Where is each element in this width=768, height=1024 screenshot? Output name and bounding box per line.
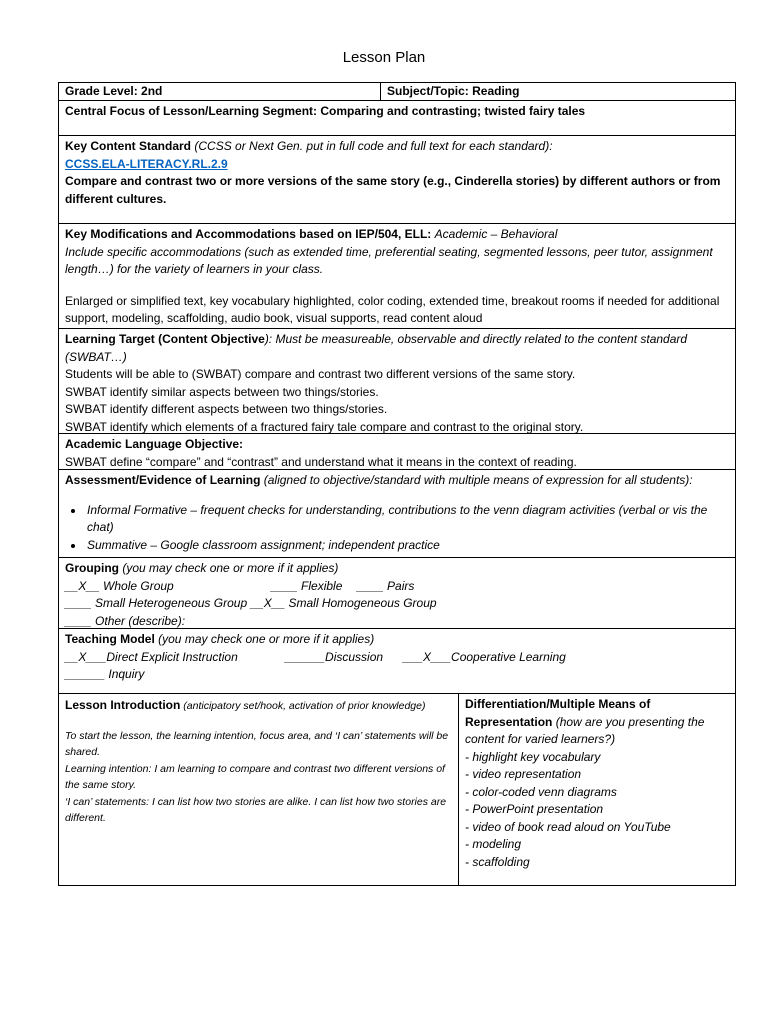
grouping-label: Grouping (65, 561, 119, 575)
learning-target-cell (58, 328, 736, 434)
differentiation-item: - color-coded venn diagrams (465, 784, 617, 799)
lesson-intro-paragraph: ‘I can’ statements: I can list how two stories are alike. I can list how two stories are different. (65, 795, 447, 824)
lesson-intro-paragraph: To start the lesson, the learning intention, focus area, and ‘I can’ statements will be shared. (65, 729, 449, 758)
modifications-types: Academic – Behavioral (434, 227, 558, 241)
content-standard-note: (CCSS or Next Gen. put in full code and full text for each standard): (194, 139, 553, 153)
subject-topic: Subject/Topic: Reading (387, 84, 520, 98)
differentiation-item: - modeling (465, 837, 522, 851)
standard-code-link[interactable]: CCSS.ELA-LITERACY.RL.2.9 (65, 156, 228, 171)
learning-target-item: SWBAT identify which elements of a fractured fairy tale compare and contrast to the original story. (65, 419, 584, 434)
academic-language-label: Academic Language Objective: (65, 437, 244, 451)
modifications-cell (58, 223, 736, 329)
differentiation-item: - scaffolding (465, 854, 530, 869)
learning-target-item: Students will be able to (SWBAT) compare and contrast two different versions of the same story. (65, 367, 576, 381)
modifications-label: Key Modifications and Accommodations based on IEP/504, ELL: (65, 227, 432, 241)
subject-topic-cell (380, 82, 736, 101)
learning-target-item: SWBAT identify similar aspects between two things/stories. (65, 384, 379, 399)
content-standard-label: Key Content Standard (65, 139, 192, 153)
differentiation-item: - video of book read aloud on YouTube (465, 819, 671, 834)
differentiation-item: - PowerPoint presentation (465, 802, 604, 816)
learning-target-note: ): Must be measureable, observable and directly related to the content standard (SWBAT…) (65, 332, 688, 364)
assessment-bullet: • Informal Formative – frequent checks for understanding, contributions to the venn diagram activities (verbal or vis the chat) (85, 502, 729, 537)
assessment-bullet: • Summative – Google classroom assignment; independent practice (85, 537, 729, 555)
teaching-model-direct: __X___Direct Explicit Instruction (65, 649, 238, 664)
teaching-model-discussion: ______Discussion (285, 649, 384, 664)
assessment-list (65, 502, 729, 555)
lesson-intro-cell (58, 693, 459, 886)
differentiation-label: Differentiation/Multiple Means of Representation (465, 697, 651, 729)
modifications-content: Enlarged or simplified text, key vocabulary highlighted, color coding, extended time, breakout rooms if needed for additional support, modeling, scaffolding, audio book, visual supports, read content aloud (65, 293, 720, 325)
teaching-model-note: (you may check one or more if it applies) (158, 632, 375, 646)
assessment-cell (58, 469, 736, 558)
differentiation-item: - video representation (465, 767, 582, 781)
assessment-label: Assessment/Evidence of Learning (65, 473, 261, 487)
grouping-other: ____ Other (describe): (65, 613, 186, 628)
central-focus-cell (58, 100, 736, 136)
standard-text: Compare and contrast two or more versions of the same story (e.g., Cinderella stories) by different authors or from different cultures. (65, 174, 721, 206)
grouping-flexible: ____ Flexible (271, 578, 343, 593)
learning-target-item: SWBAT identify different aspects between two things/stories. (65, 402, 388, 416)
modifications-instructions: Include specific accommodations (such as extended time, preferential seating, segmented lessons, peer tutor, assignment length…) for the variety of learners in your class. (65, 244, 713, 276)
teaching-model-cell (58, 628, 736, 694)
teaching-model-label: Teaching Model (65, 632, 155, 646)
grouping-cell (58, 557, 736, 629)
differentiation-note: (how are you presenting the content for varied learners?) (465, 714, 705, 746)
teaching-model-cooperative: ___X___Cooperative Learning (403, 649, 566, 664)
lesson-intro-paragraph: Learning intention: I am learning to compare and contrast two different versions of the same story. (65, 762, 445, 791)
academic-language-cell (58, 433, 736, 470)
grouping-whole-group: __X__ Whole Group (65, 578, 174, 593)
learning-target-label: Learning Target (Content Objective (65, 332, 265, 346)
differentiation-cell (458, 693, 736, 886)
lesson-intro-label: Lesson Introduction (65, 698, 181, 712)
content-standard-cell (58, 135, 736, 224)
lesson-intro-note: (anticipatory set/hook, activation of prior knowledge) (183, 700, 426, 712)
teaching-model-inquiry: ______ Inquiry (65, 667, 145, 681)
assessment-note: (aligned to objective/standard with multiple means of expression for all students): (263, 473, 693, 487)
differentiation-item: - highlight key vocabulary (465, 749, 601, 764)
central-focus: Central Focus of Lesson/Learning Segment: Comparing and contrasting; twisted fairy tales (65, 104, 586, 118)
grade-level-cell (58, 82, 381, 101)
grouping-note: (you may check one or more if it applies) (122, 561, 339, 575)
grouping-pairs: ____ Pairs (357, 578, 415, 593)
grade-level: Grade Level: 2nd (65, 84, 163, 98)
grouping-small-groups: ____ Small Heterogeneous Group __X__ Small Homogeneous Group (65, 596, 437, 610)
document-title: Lesson Plan (342, 49, 426, 66)
academic-language-text: SWBAT define “compare” and “contrast” and understand what it means in the context of reading. (65, 454, 577, 469)
